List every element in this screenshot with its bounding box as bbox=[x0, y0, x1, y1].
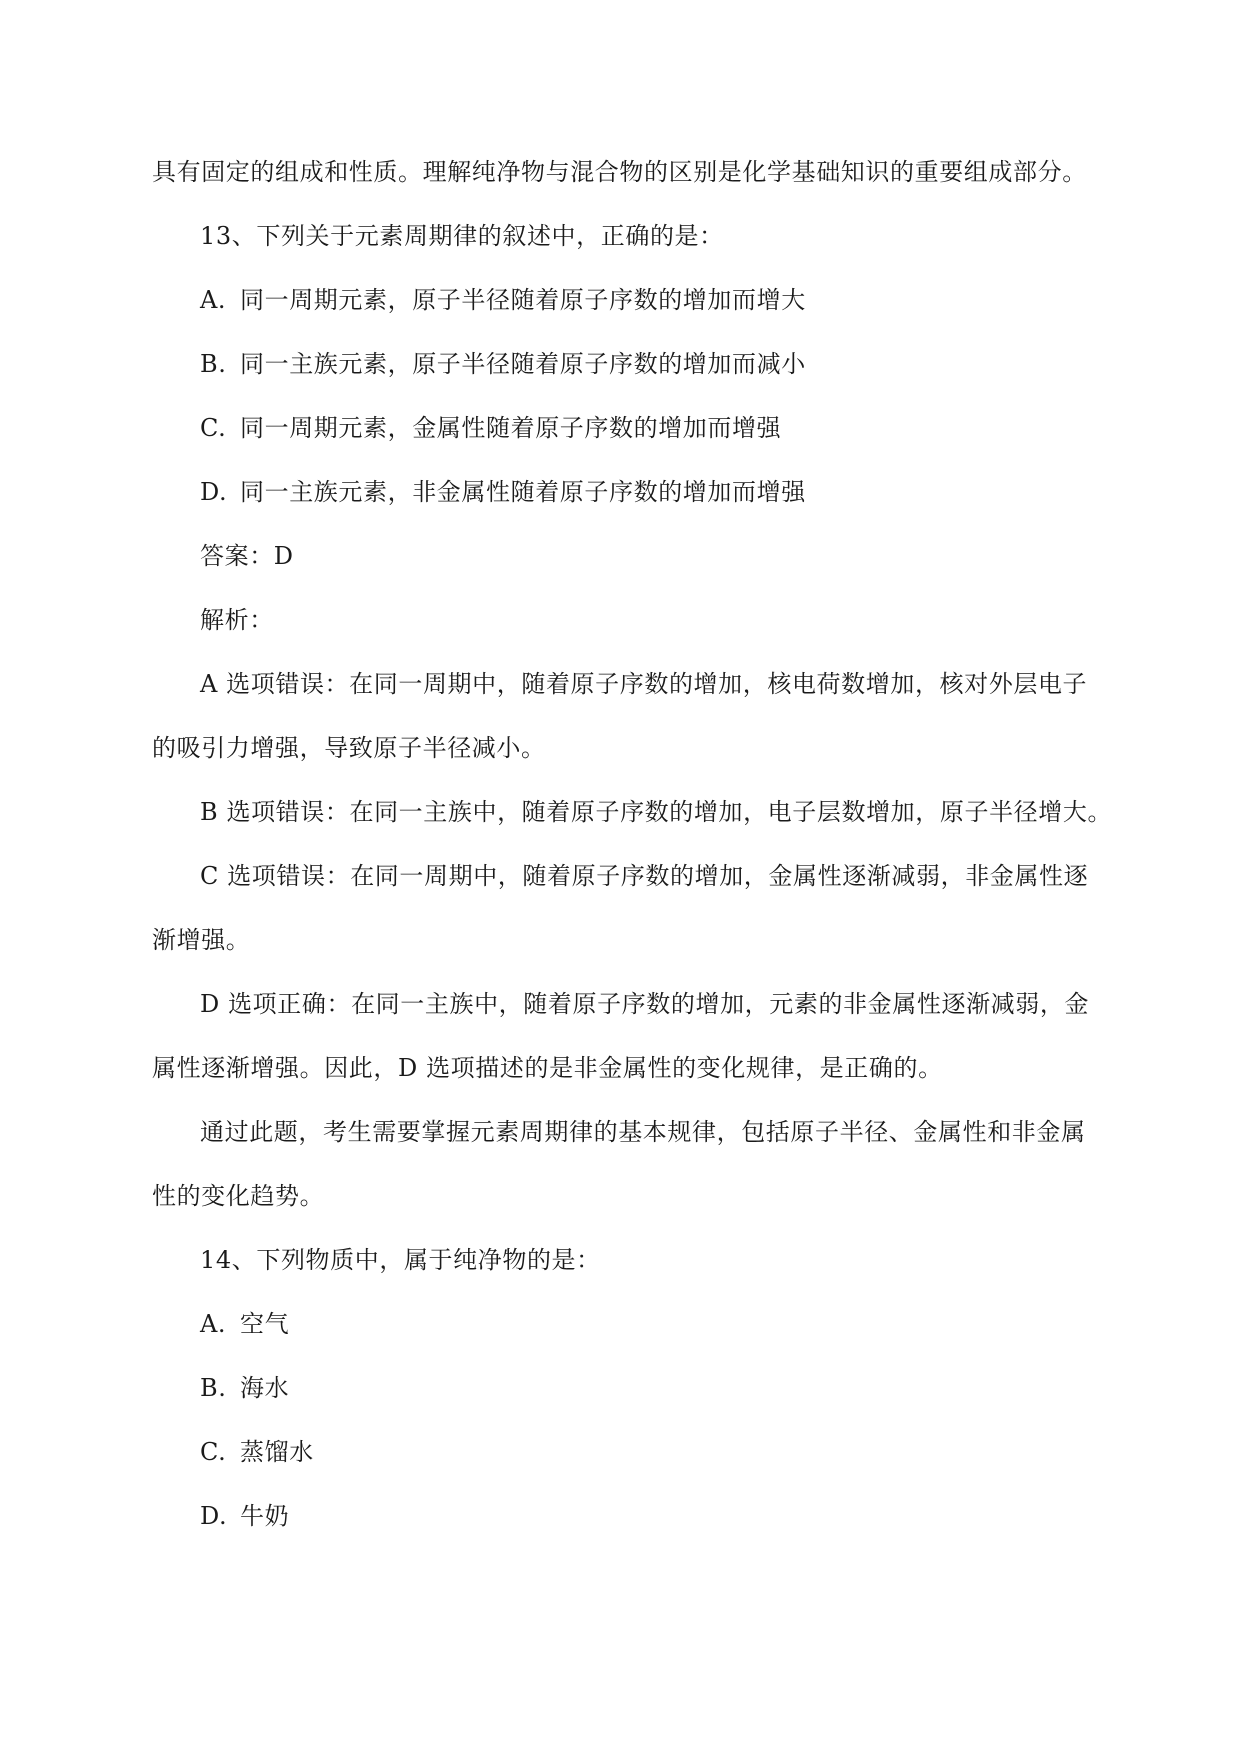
answer-line: 答案：D bbox=[200, 542, 294, 570]
paragraph-line: 具有固定的组成和性质。理解纯净物与混合物的区别是化学基础知识的重要组成部分。 bbox=[152, 158, 1087, 186]
option-letter: D. bbox=[200, 478, 228, 506]
analysis-d-line-1: D 选项正确：在同一主族中，随着原子序数的增加，元素的非金属性逐渐减弱，金 bbox=[200, 990, 1090, 1018]
analysis-a-line-2: 的吸引力增强，导致原子半径减小。 bbox=[152, 734, 546, 762]
option-text: 同一周期元素，金属性随着原子序数的增加而增强 bbox=[240, 414, 782, 442]
analysis-label: 解析： bbox=[200, 606, 274, 634]
option-letter: B. bbox=[200, 350, 227, 378]
option-letter: C. bbox=[200, 414, 227, 442]
option-letter: A. bbox=[200, 286, 227, 314]
summary-line-1: 通过此题，考生需要掌握元素周期律的基本规律，包括原子半径、金属性和非金属 bbox=[200, 1118, 1086, 1146]
option-letter: A. bbox=[200, 1310, 227, 1338]
analysis-a-line-1: A 选项错误：在同一周期中，随着原子序数的增加，核电荷数增加，核对外层电子 bbox=[200, 670, 1088, 698]
option-text: 同一周期元素，原子半径随着原子序数的增加而增大 bbox=[240, 286, 806, 314]
option-letter: D. bbox=[200, 1502, 228, 1530]
option-text: 蒸馏水 bbox=[240, 1438, 314, 1466]
question-13-option-c bbox=[152, 396, 1092, 460]
question-14-stem: 14、下列物质中，属于纯净物的是： bbox=[200, 1246, 601, 1274]
option-text: 空气 bbox=[240, 1310, 290, 1338]
option-text: 同一主族元素，非金属性随着原子序数的增加而增强 bbox=[240, 478, 806, 506]
document-page bbox=[152, 140, 1113, 1548]
option-letter: C. bbox=[200, 1438, 227, 1466]
option-letter: B. bbox=[200, 1374, 227, 1402]
question-13-option-d bbox=[152, 460, 1092, 524]
question-14-option-d bbox=[152, 1484, 1092, 1548]
question-14-option-c bbox=[152, 1420, 1092, 1484]
question-13-stem: 13、下列关于元素周期律的叙述中，正确的是： bbox=[200, 222, 724, 250]
question-14-option-b bbox=[152, 1356, 1092, 1420]
question-14-option-a bbox=[152, 1292, 1092, 1356]
summary-line-2: 性的变化趋势。 bbox=[152, 1182, 325, 1210]
analysis-d-line-2: 属性逐渐增强。因此，D 选项描述的是非金属性的变化规律，是正确的。 bbox=[152, 1054, 943, 1082]
analysis-b-line-1: B 选项错误：在同一主族中，随着原子序数的增加，电子层数增加，原子半径增大。 bbox=[200, 798, 1113, 826]
question-13-option-b bbox=[152, 332, 1092, 396]
analysis-c-line-1: C 选项错误：在同一周期中，随着原子序数的增加，金属性逐渐减弱，非金属性逐 bbox=[200, 862, 1089, 890]
option-text: 海水 bbox=[240, 1374, 290, 1402]
analysis-c-line-2: 渐增强。 bbox=[152, 926, 251, 954]
option-text: 牛奶 bbox=[240, 1502, 290, 1530]
option-text: 同一主族元素，原子半径随着原子序数的增加而减小 bbox=[240, 350, 806, 378]
question-13-option-a bbox=[152, 268, 1092, 332]
